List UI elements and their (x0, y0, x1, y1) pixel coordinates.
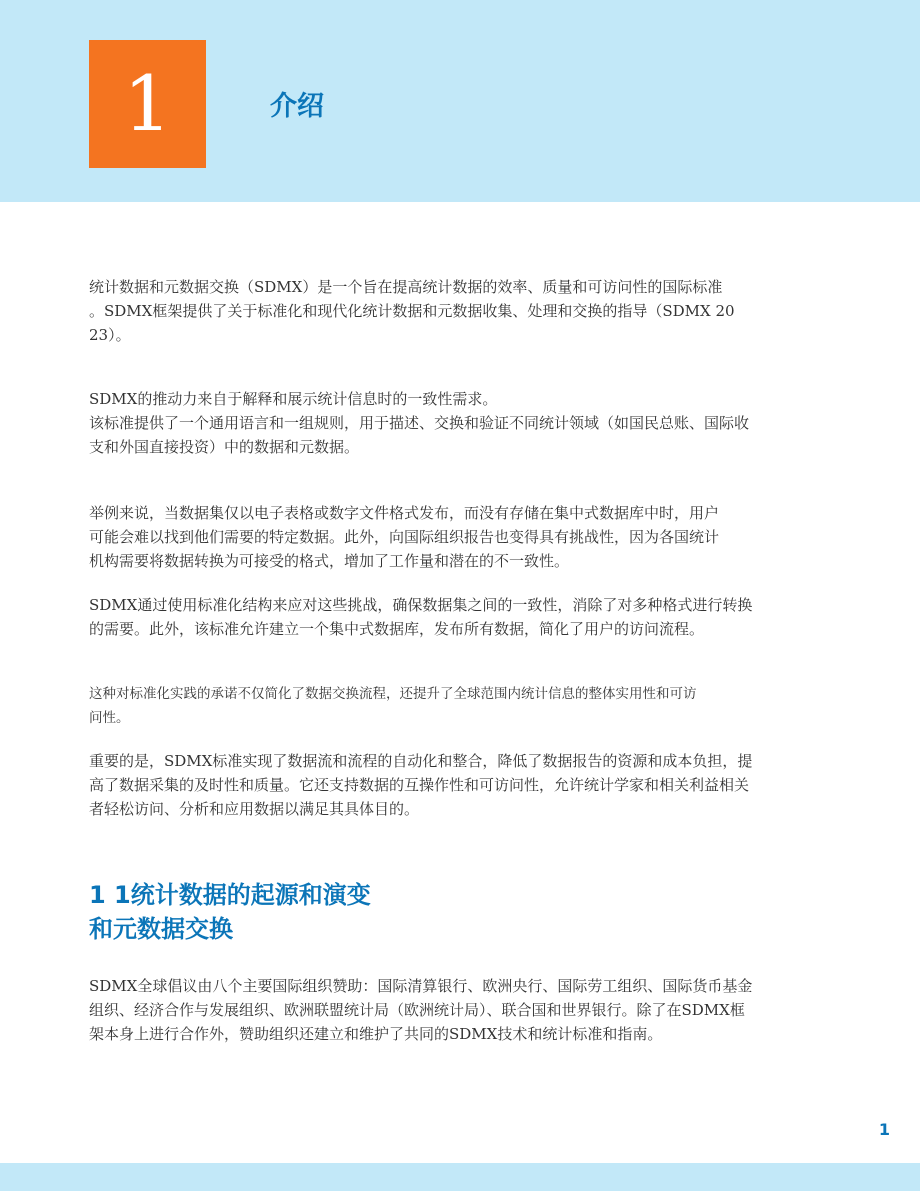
paragraph-importance: 重要的是，SDMX标准实现了数据流和流程的自动化和整合，降低了数据报告的资源和成本负担，提 高了数据采集的及时性和质量。它还支持数据的互操作性和可访问性，允许统计学家和相关利益相关 者轻松访问、分析和应用数据以满足其具体目的。 (89, 752, 753, 818)
chapter-number: 1 (123, 59, 172, 148)
section-heading: 1 1统计数据的起源和演变 和元数据交换 (89, 881, 371, 943)
paragraph-commitment: 这种对标准化实践的承诺不仅简化了数据交换流程，还提升了全球范围内统计信息的整体实用性和可访 问性。 (89, 686, 697, 726)
paragraph-intro: 统计数据和元数据交换（SDMX）是一个旨在提高统计数据的效率、质量和可访问性的国际标准 。SDMX框架提供了关于标准化和现代化统计数据和元数据收集、处理和交换的指导（SDMX 20 23）。 (89, 278, 735, 344)
paragraph-sponsors: SDMX全球倡议由八个主要国际组织赞助：国际清算银行、欧洲央行、国际劳工组织、国际货币基金 组织、经济合作与发展组织、欧洲联盟统计局（欧洲统计局）、联合国和世界银行。除了在SDMX框 架本身上进行合作外，赞助组织还建立和维护了共同的SDMX技术和统计标准和指南。 (89, 977, 753, 1043)
paragraph-example: 举例来说，当数据集仅以电子表格或数字文件格式发布，而没有存储在集中式数据库中时，用户 可能会难以找到他们需要的特定数据。此外，向国际组织报告也变得具有挑战性，因为各国统计 机构需要将数据转换为可接受的格式，增加了工作量和潜在的不一致性。 (89, 504, 720, 570)
chapter-title: 介绍 (270, 91, 324, 122)
page-number: 1 (878, 1120, 890, 1139)
paragraph-solution: SDMX通过使用标准化结构来应对这些挑战，确保数据集之间的一致性，消除了对多种格式进行转换 的需要。此外，该标准允许建立一个集中式数据库，发布所有数据，简化了用户的访问流程。 (89, 596, 753, 638)
footer-band (0, 1163, 920, 1191)
chapter-number-box (89, 40, 206, 168)
paragraph-motivation: SDMX的推动力来自于解释和展示统计信息时的一致性需求。 该标准提供了一个通用语言和一组规则，用于描述、交换和验证不同统计领域（如国民总账、国际收 支和外国直接投资）中的数据和元数据。 (89, 390, 750, 456)
